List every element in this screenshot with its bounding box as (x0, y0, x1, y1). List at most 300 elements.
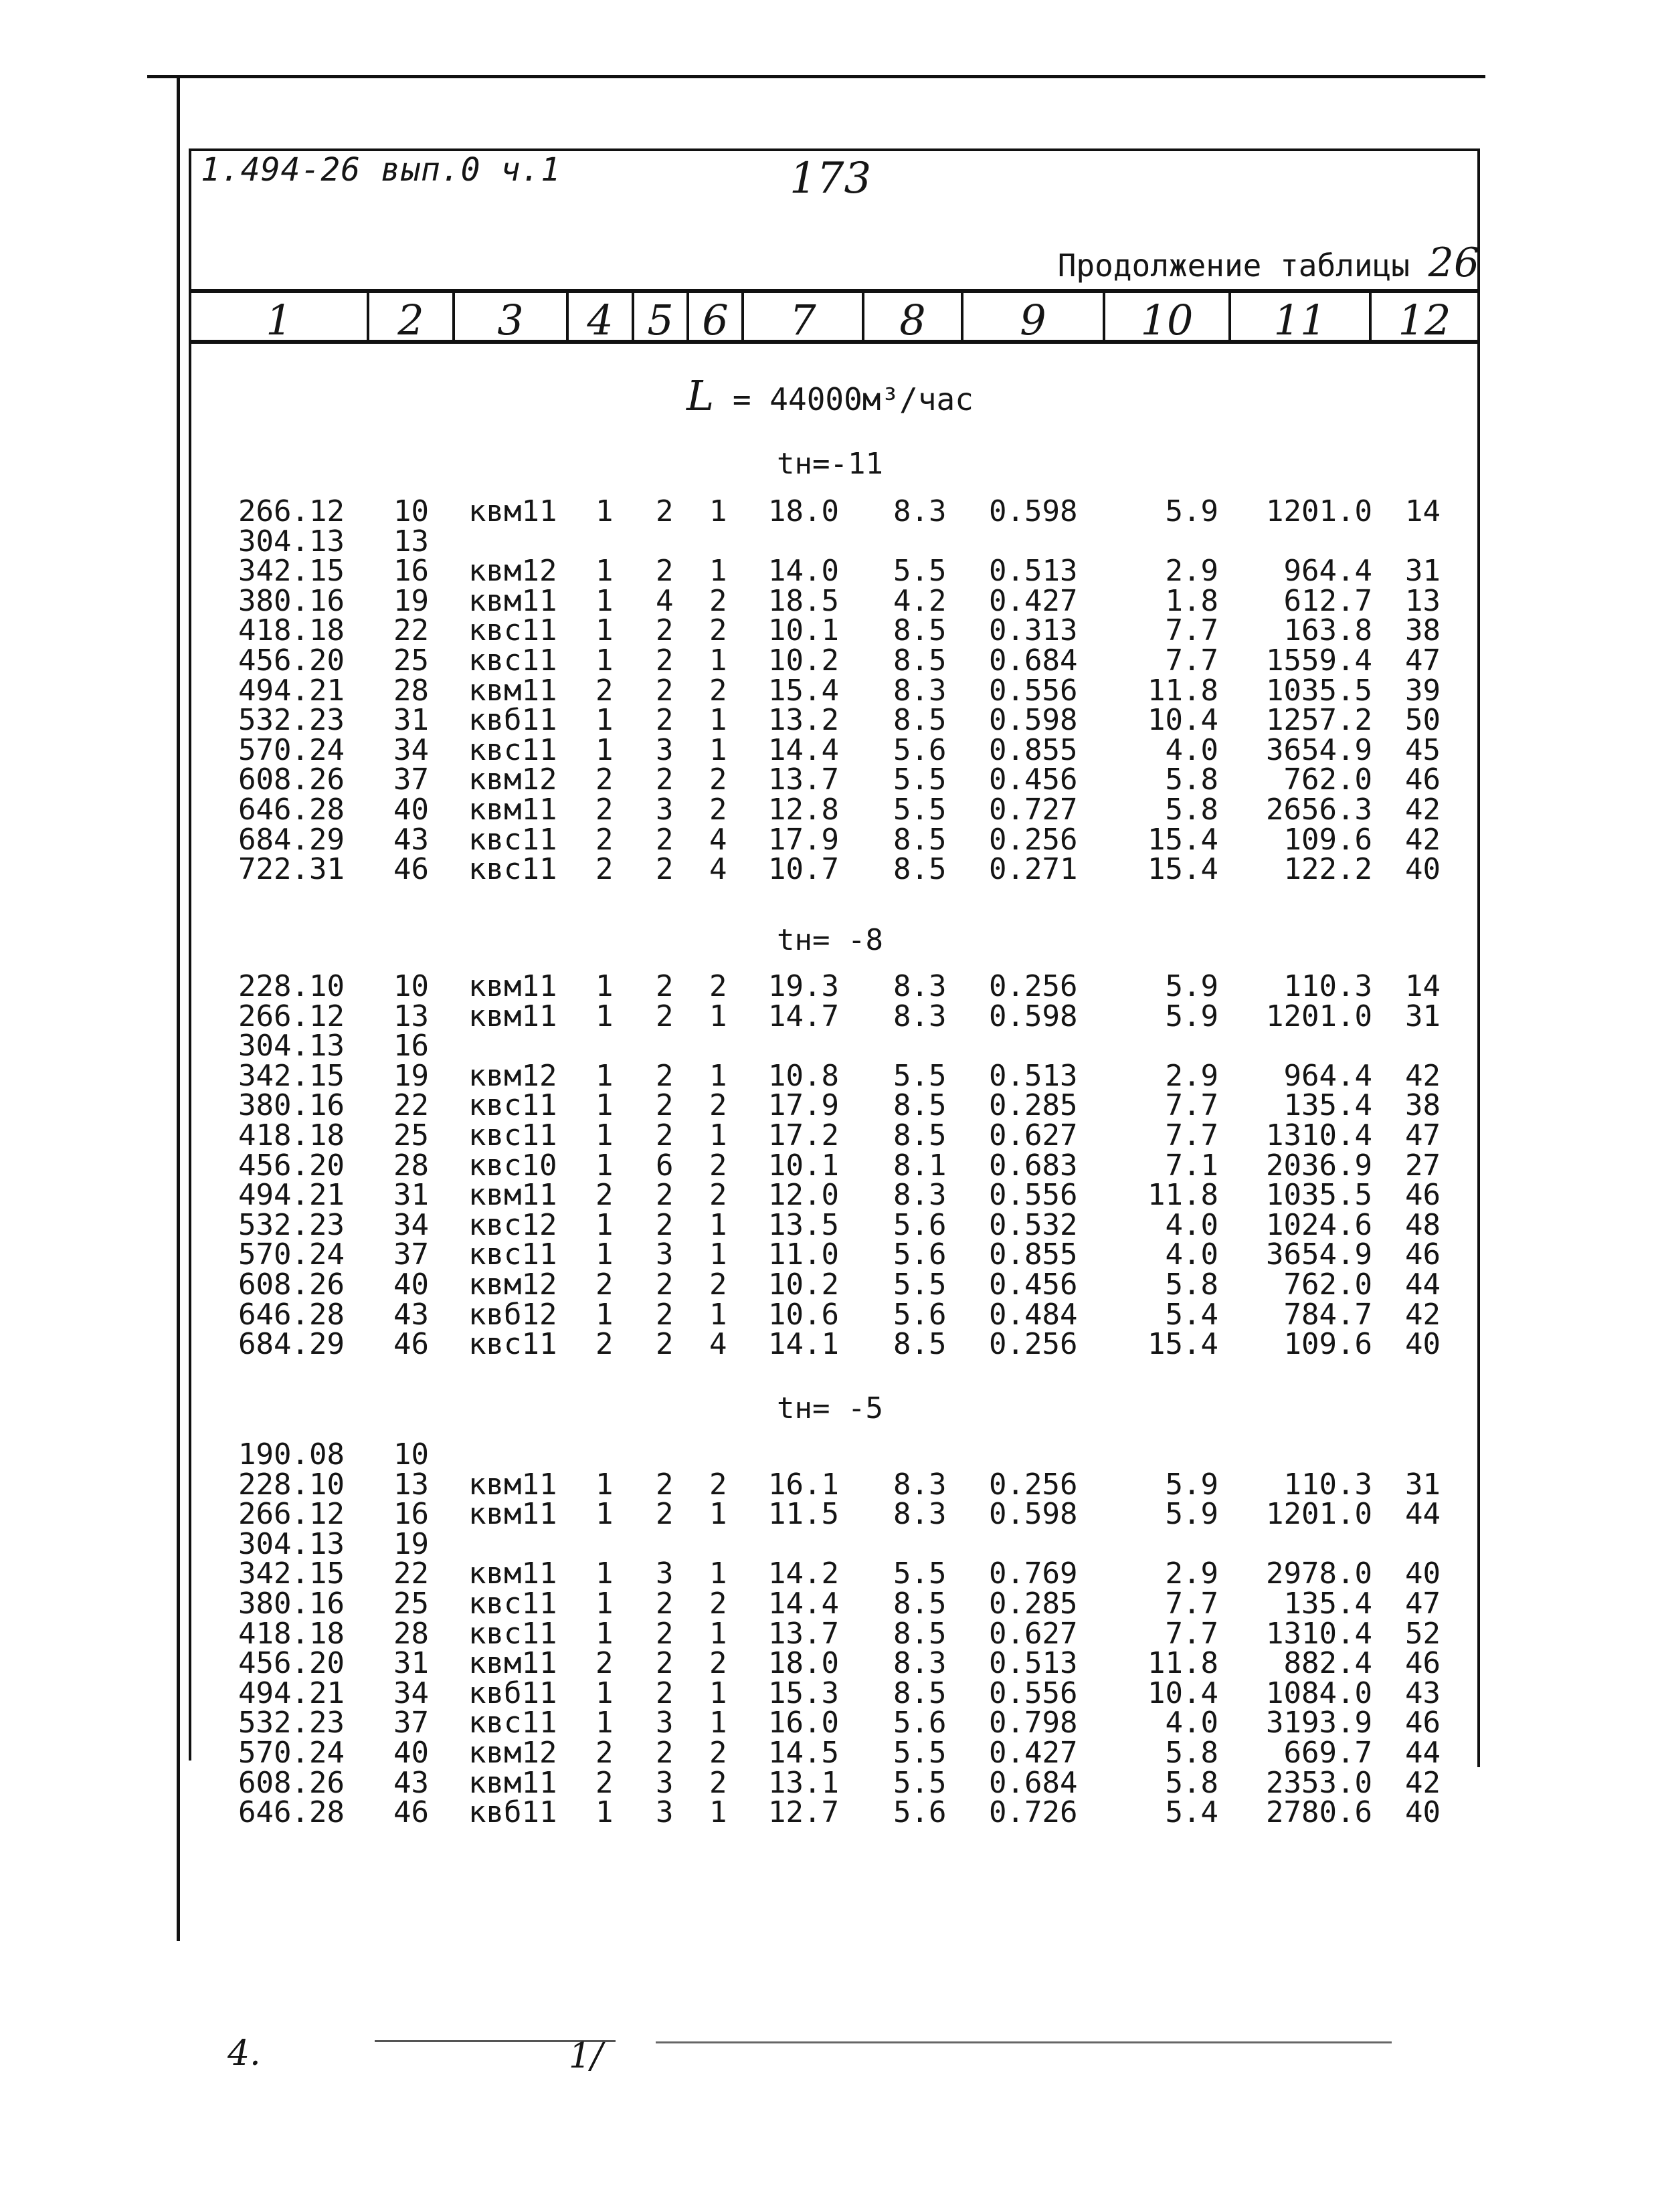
cell-model: квб11 (468, 1676, 557, 1710)
cell-percent: 47 (1405, 1118, 1441, 1152)
cell-loss: 5.9 (1165, 969, 1218, 1003)
cell-model: квс11 (468, 1118, 557, 1152)
cell-model: квм11 (468, 1646, 557, 1680)
cell-model: квс11 (468, 1587, 557, 1621)
cell-rows: 2 (656, 1646, 674, 1680)
cell-resistance: 0.556 (989, 1178, 1078, 1212)
cell-power: 1084.0 (1266, 1676, 1372, 1710)
air-flow-heading (0, 371, 1660, 420)
cell-passes: 2 (709, 674, 727, 708)
cell-air-volume: 380.16 (238, 1088, 345, 1122)
cell-percent: 44 (1405, 1497, 1441, 1531)
cell-passes: 1 (709, 1556, 727, 1591)
cell-percent: 14 (1405, 494, 1441, 528)
cell-quantity: 1 (595, 1587, 614, 1621)
cell-quantity: 2 (595, 852, 614, 886)
cell-velocity: 17.9 (768, 823, 839, 857)
cell-cell-count: 40 (393, 1736, 429, 1770)
table-row (0, 1061, 1660, 1092)
cell-power: 1201.0 (1266, 1497, 1372, 1531)
table-row (0, 825, 1660, 856)
table-row (0, 496, 1660, 527)
cell-cell-count: 37 (393, 1706, 429, 1740)
table-row (0, 1529, 1660, 1560)
cell-loss: 15.4 (1147, 852, 1218, 886)
cell-power: 1201.0 (1266, 999, 1372, 1033)
table-row (0, 1439, 1660, 1470)
cell-air-volume: 266.12 (238, 494, 345, 528)
cell-velocity: 14.4 (768, 733, 839, 767)
cell-air-volume: 532.23 (238, 703, 345, 737)
cell-percent: 38 (1405, 1088, 1441, 1122)
cell-power: 1035.5 (1266, 1178, 1372, 1212)
cell-percent: 46 (1405, 763, 1441, 797)
cell-percent: 14 (1405, 969, 1441, 1003)
cell-power: 3654.9 (1266, 1237, 1372, 1272)
cell-model: квм11 (468, 1497, 557, 1531)
cell-percent: 47 (1405, 643, 1441, 678)
cell-water-velocity: 8.3 (893, 1468, 947, 1502)
cell-percent: 42 (1405, 823, 1441, 857)
cell-percent: 39 (1405, 674, 1441, 708)
cell-velocity: 18.5 (768, 584, 839, 618)
cell-air-volume: 304.13 (238, 524, 345, 559)
cell-loss: 2.9 (1165, 554, 1218, 588)
cell-rows: 2 (656, 1208, 674, 1242)
column-header-9: 9 (1020, 295, 1046, 344)
cell-power: 110.3 (1283, 1468, 1372, 1502)
cell-resistance: 0.313 (989, 613, 1078, 647)
cell-loss: 7.7 (1165, 1587, 1218, 1621)
cell-quantity: 1 (595, 1706, 614, 1740)
cell-rows: 3 (656, 1795, 674, 1829)
cell-quantity: 1 (595, 1298, 614, 1332)
top-border-line (147, 75, 1485, 78)
cell-air-volume: 608.26 (238, 763, 345, 797)
cell-air-volume: 304.13 (238, 1527, 345, 1561)
cell-passes: 2 (709, 793, 727, 827)
table-row (0, 1499, 1660, 1530)
cell-percent: 48 (1405, 1208, 1441, 1242)
cell-rows: 2 (656, 674, 674, 708)
cell-water-velocity: 8.3 (893, 494, 947, 528)
cell-passes: 2 (709, 613, 727, 647)
column-header-5: 5 (647, 295, 674, 344)
cell-velocity: 18.0 (768, 494, 839, 528)
cell-water-velocity: 5.6 (893, 1208, 947, 1242)
cell-air-volume: 684.29 (238, 1327, 345, 1361)
cell-rows: 2 (656, 1736, 674, 1770)
cell-air-volume: 304.13 (238, 1029, 345, 1063)
cell-passes: 2 (709, 1736, 727, 1770)
cell-rows: 2 (656, 1468, 674, 1502)
cell-air-volume: 418.18 (238, 1617, 345, 1651)
cell-quantity: 1 (595, 584, 614, 618)
cell-power: 762.0 (1283, 763, 1372, 797)
cell-quantity: 2 (595, 1646, 614, 1680)
cell-rows: 2 (656, 969, 674, 1003)
cell-power: 163.8 (1283, 613, 1372, 647)
column-header-6: 6 (702, 295, 729, 344)
cell-resistance: 0.256 (989, 1468, 1078, 1502)
cell-water-velocity: 5.6 (893, 1237, 947, 1272)
cell-loss: 5.4 (1165, 1298, 1218, 1332)
cell-power: 2780.6 (1266, 1795, 1372, 1829)
cell-velocity: 19.3 (768, 969, 839, 1003)
cell-rows: 2 (656, 703, 674, 737)
cell-loss: 4.0 (1165, 733, 1218, 767)
cell-resistance: 0.532 (989, 1208, 1078, 1242)
cell-rows: 2 (656, 1676, 674, 1710)
cell-rows: 3 (656, 1237, 674, 1272)
cell-model: квм12 (468, 1268, 557, 1302)
cell-velocity: 13.2 (768, 703, 839, 737)
cell-air-volume: 190.08 (238, 1437, 345, 1472)
cell-cell-count: 31 (393, 1646, 429, 1680)
cell-velocity: 11.5 (768, 1497, 839, 1531)
cell-rows: 2 (656, 1587, 674, 1621)
table-row (0, 676, 1660, 706)
cell-air-volume: 532.23 (238, 1706, 345, 1740)
cell-velocity: 15.3 (768, 1676, 839, 1710)
cell-passes: 1 (709, 999, 727, 1033)
cell-passes: 2 (709, 1587, 727, 1621)
cell-power: 135.4 (1283, 1587, 1372, 1621)
cell-quantity: 1 (595, 1118, 614, 1152)
cell-power: 109.6 (1283, 1327, 1372, 1361)
cell-percent: 31 (1405, 554, 1441, 588)
cell-quantity: 2 (595, 674, 614, 708)
cell-loss: 7.7 (1165, 1617, 1218, 1651)
cell-power: 135.4 (1283, 1088, 1372, 1122)
cell-water-velocity: 8.5 (893, 613, 947, 647)
cell-velocity: 14.7 (768, 999, 839, 1033)
cell-passes: 1 (709, 1298, 727, 1332)
cell-resistance: 0.271 (989, 852, 1078, 886)
cell-velocity: 12.0 (768, 1178, 839, 1212)
cell-cell-count: 34 (393, 1676, 429, 1710)
cell-cell-count: 28 (393, 1148, 429, 1183)
cell-loss: 5.8 (1165, 763, 1218, 797)
footer-left-mark: 4. (227, 2033, 261, 2074)
table-row (0, 1768, 1660, 1799)
cell-air-volume: 266.12 (238, 1497, 345, 1531)
cell-air-volume: 456.20 (238, 1148, 345, 1183)
cell-model: квс11 (468, 1088, 557, 1122)
table-row (0, 556, 1660, 587)
table-row (0, 1090, 1660, 1121)
cell-model: квс11 (468, 1706, 557, 1740)
cell-loss: 5.8 (1165, 1766, 1218, 1800)
cell-passes: 2 (709, 1148, 727, 1183)
cell-cell-count: 37 (393, 1237, 429, 1272)
cell-percent: 47 (1405, 1587, 1441, 1621)
cell-water-velocity: 5.5 (893, 1766, 947, 1800)
cell-cell-count: 13 (393, 999, 429, 1033)
column-header-7: 7 (790, 295, 816, 344)
cell-velocity: 10.1 (768, 1148, 839, 1183)
cell-power: 762.0 (1283, 1268, 1372, 1302)
cell-velocity: 14.0 (768, 554, 839, 588)
document-code: 1.494-26 вып.0 ч.1 (201, 151, 561, 189)
cell-air-volume: 228.10 (238, 969, 345, 1003)
cell-model: квм12 (468, 763, 557, 797)
cell-velocity: 14.5 (768, 1736, 839, 1770)
cell-loss: 2.9 (1165, 1556, 1218, 1591)
cell-quantity: 1 (595, 1795, 614, 1829)
cell-rows: 2 (656, 1298, 674, 1332)
cell-loss: 5.8 (1165, 793, 1218, 827)
cell-cell-count: 34 (393, 733, 429, 767)
cell-quantity: 1 (595, 494, 614, 528)
table-row (0, 1648, 1660, 1679)
flow-value: = 44000м³/час (732, 381, 974, 417)
cell-air-volume: 456.20 (238, 643, 345, 678)
cell-velocity: 17.9 (768, 1088, 839, 1122)
table-row (0, 1150, 1660, 1181)
cell-air-volume: 684.29 (238, 823, 345, 857)
cell-cell-count: 13 (393, 1468, 429, 1502)
cell-model: квб12 (468, 1298, 557, 1332)
column-header-10: 10 (1140, 295, 1194, 344)
cell-quantity: 1 (595, 554, 614, 588)
cell-air-volume: 722.31 (238, 852, 345, 886)
cell-resistance: 0.256 (989, 969, 1078, 1003)
table-row (0, 645, 1660, 676)
cell-model: квс11 (468, 1617, 557, 1651)
cell-velocity: 14.1 (768, 1327, 839, 1361)
cell-cell-count: 28 (393, 674, 429, 708)
cell-cell-count: 28 (393, 1617, 429, 1651)
cell-passes: 1 (709, 1208, 727, 1242)
cell-air-volume: 494.21 (238, 674, 345, 708)
table-row (0, 1239, 1660, 1270)
cell-air-volume: 570.24 (238, 1237, 345, 1272)
cell-power: 2656.3 (1266, 793, 1372, 827)
table-row (0, 1001, 1660, 1032)
cell-loss: 11.8 (1147, 674, 1218, 708)
cell-resistance: 0.285 (989, 1088, 1078, 1122)
cell-resistance: 0.726 (989, 1795, 1078, 1829)
cell-model: квс12 (468, 1208, 557, 1242)
cell-percent: 42 (1405, 793, 1441, 827)
cell-velocity: 14.2 (768, 1556, 839, 1591)
cell-quantity: 1 (595, 1497, 614, 1531)
cell-power: 1310.4 (1266, 1617, 1372, 1651)
table-row (0, 1708, 1660, 1738)
cell-loss: 5.9 (1165, 494, 1218, 528)
cell-power: 612.7 (1283, 584, 1372, 618)
cell-power: 3193.9 (1266, 1706, 1372, 1740)
cell-water-velocity: 4.2 (893, 584, 947, 618)
cell-model: квм11 (468, 1766, 557, 1800)
cell-quantity: 1 (595, 999, 614, 1033)
cell-loss: 7.7 (1165, 1118, 1218, 1152)
cell-loss: 5.8 (1165, 1736, 1218, 1770)
cell-air-volume: 608.26 (238, 1268, 345, 1302)
table-row (0, 1556, 1660, 1591)
cell-model: квм11 (468, 793, 557, 827)
cell-cell-count: 43 (393, 823, 429, 857)
cell-water-velocity: 5.5 (893, 1268, 947, 1302)
cell-passes: 2 (709, 1088, 727, 1122)
cell-percent: 46 (1405, 1237, 1441, 1272)
cell-power: 2036.9 (1266, 1148, 1372, 1183)
cell-rows: 3 (656, 733, 674, 767)
cell-velocity: 11.0 (768, 1237, 839, 1272)
cell-rows: 2 (656, 1059, 674, 1093)
cell-velocity: 13.1 (768, 1766, 839, 1800)
cell-model: квм11 (468, 999, 557, 1033)
cell-loss: 5.9 (1165, 1497, 1218, 1531)
cell-quantity: 2 (595, 1268, 614, 1302)
cell-cell-count: 25 (393, 1118, 429, 1152)
cell-resistance: 0.256 (989, 823, 1078, 857)
cell-model: квс10 (468, 1148, 557, 1183)
cell-power: 882.4 (1283, 1646, 1372, 1680)
cell-rows: 2 (656, 1268, 674, 1302)
cell-cell-count: 19 (393, 1527, 429, 1561)
cell-quantity: 2 (595, 793, 614, 827)
cell-quantity: 2 (595, 1327, 614, 1361)
cell-power: 964.4 (1283, 554, 1372, 588)
table-row (0, 854, 1660, 885)
cell-passes: 2 (709, 1766, 727, 1800)
cell-passes: 1 (709, 733, 727, 767)
cell-model: квс11 (468, 1237, 557, 1272)
cell-loss: 7.1 (1165, 1148, 1218, 1183)
cell-model: квм11 (468, 494, 557, 528)
cell-quantity: 1 (595, 1556, 614, 1591)
cell-air-volume: 570.24 (238, 733, 345, 767)
cell-velocity: 17.2 (768, 1118, 839, 1152)
cell-rows: 2 (656, 554, 674, 588)
table-row (0, 1797, 1660, 1828)
cell-model: квб11 (468, 703, 557, 737)
cell-model: квм12 (468, 554, 557, 588)
cell-loss: 2.9 (1165, 1059, 1218, 1093)
cell-resistance: 0.513 (989, 1059, 1078, 1093)
cell-cell-count: 22 (393, 1556, 429, 1591)
cell-resistance: 0.285 (989, 1587, 1078, 1621)
cell-resistance: 0.256 (989, 1327, 1078, 1361)
cell-water-velocity: 5.5 (893, 1736, 947, 1770)
cell-power: 964.4 (1283, 1059, 1372, 1093)
cell-cell-count: 31 (393, 703, 429, 737)
cell-rows: 4 (656, 584, 674, 618)
table-row (0, 1120, 1660, 1151)
cell-passes: 1 (709, 1706, 727, 1740)
cell-loss: 7.7 (1165, 1088, 1218, 1122)
cell-model: квс11 (468, 852, 557, 886)
cell-resistance: 0.484 (989, 1298, 1078, 1332)
footer-center-mark: 1/ (569, 2036, 603, 2076)
cell-water-velocity: 5.5 (893, 1059, 947, 1093)
cell-water-velocity: 8.3 (893, 1497, 947, 1531)
cell-cell-count: 19 (393, 584, 429, 618)
cell-model: квм11 (468, 1556, 557, 1591)
cell-percent: 31 (1405, 999, 1441, 1033)
cell-power: 109.6 (1283, 823, 1372, 857)
cell-water-velocity: 5.6 (893, 733, 947, 767)
cell-percent: 31 (1405, 1468, 1441, 1502)
cell-quantity: 2 (595, 823, 614, 857)
cell-power: 1257.2 (1266, 703, 1372, 737)
cell-passes: 1 (709, 1497, 727, 1531)
cell-passes: 1 (709, 1237, 727, 1272)
cell-water-velocity: 5.6 (893, 1706, 947, 1740)
cell-passes: 2 (709, 1646, 727, 1680)
cell-rows: 2 (656, 852, 674, 886)
cell-water-velocity: 8.5 (893, 852, 947, 886)
cell-quantity: 1 (595, 1088, 614, 1122)
cell-water-velocity: 8.3 (893, 969, 947, 1003)
footer-line (656, 2041, 1392, 2043)
cell-percent: 42 (1405, 1059, 1441, 1093)
cell-quantity: 1 (595, 1208, 614, 1242)
cell-percent: 45 (1405, 733, 1441, 767)
cell-cell-count: 16 (393, 1497, 429, 1531)
cell-resistance: 0.513 (989, 1646, 1078, 1680)
cell-cell-count: 16 (393, 1029, 429, 1063)
section-title: tн= -8 (777, 923, 883, 957)
table-row (0, 1300, 1660, 1330)
cell-power: 2978.0 (1266, 1556, 1372, 1591)
cell-rows: 2 (656, 999, 674, 1033)
cell-passes: 1 (709, 703, 727, 737)
cell-velocity: 12.7 (768, 1795, 839, 1829)
cell-water-velocity: 5.5 (893, 763, 947, 797)
cell-water-velocity: 8.5 (893, 1118, 947, 1152)
column-header-2: 2 (397, 295, 424, 344)
cell-rows: 2 (656, 643, 674, 678)
cell-velocity: 16.0 (768, 1706, 839, 1740)
page-number: 173 (790, 154, 872, 203)
cell-quantity: 2 (595, 763, 614, 797)
cell-resistance: 0.769 (989, 1556, 1078, 1591)
cell-air-volume: 418.18 (238, 613, 345, 647)
cell-rows: 2 (656, 1327, 674, 1361)
cell-cell-count: 22 (393, 1088, 429, 1122)
cell-loss: 7.7 (1165, 643, 1218, 678)
cell-loss: 15.4 (1147, 823, 1218, 857)
cell-quantity: 1 (595, 969, 614, 1003)
cell-model: квм11 (468, 969, 557, 1003)
cell-model: квс11 (468, 1327, 557, 1361)
cell-loss: 5.8 (1165, 1268, 1218, 1302)
cell-power: 110.3 (1283, 969, 1372, 1003)
cell-cell-count: 46 (393, 1327, 429, 1361)
column-header-3: 3 (497, 295, 524, 344)
cell-resistance: 0.798 (989, 1706, 1078, 1740)
cell-resistance: 0.855 (989, 1237, 1078, 1272)
cell-model: квс11 (468, 823, 557, 857)
column-header-12: 12 (1398, 295, 1451, 344)
cell-resistance: 0.598 (989, 999, 1078, 1033)
cell-quantity: 1 (595, 703, 614, 737)
cell-water-velocity: 8.5 (893, 643, 947, 678)
cell-air-volume: 456.20 (238, 1646, 345, 1680)
cell-water-velocity: 8.5 (893, 1587, 947, 1621)
cell-velocity: 10.1 (768, 613, 839, 647)
cell-loss: 5.9 (1165, 999, 1218, 1033)
cell-percent: 40 (1405, 852, 1441, 886)
cell-water-velocity: 8.3 (893, 1646, 947, 1680)
table-row (0, 1210, 1660, 1241)
cell-water-velocity: 5.5 (893, 1556, 947, 1591)
cell-loss: 10.4 (1147, 1676, 1218, 1710)
cell-quantity: 1 (595, 1617, 614, 1651)
